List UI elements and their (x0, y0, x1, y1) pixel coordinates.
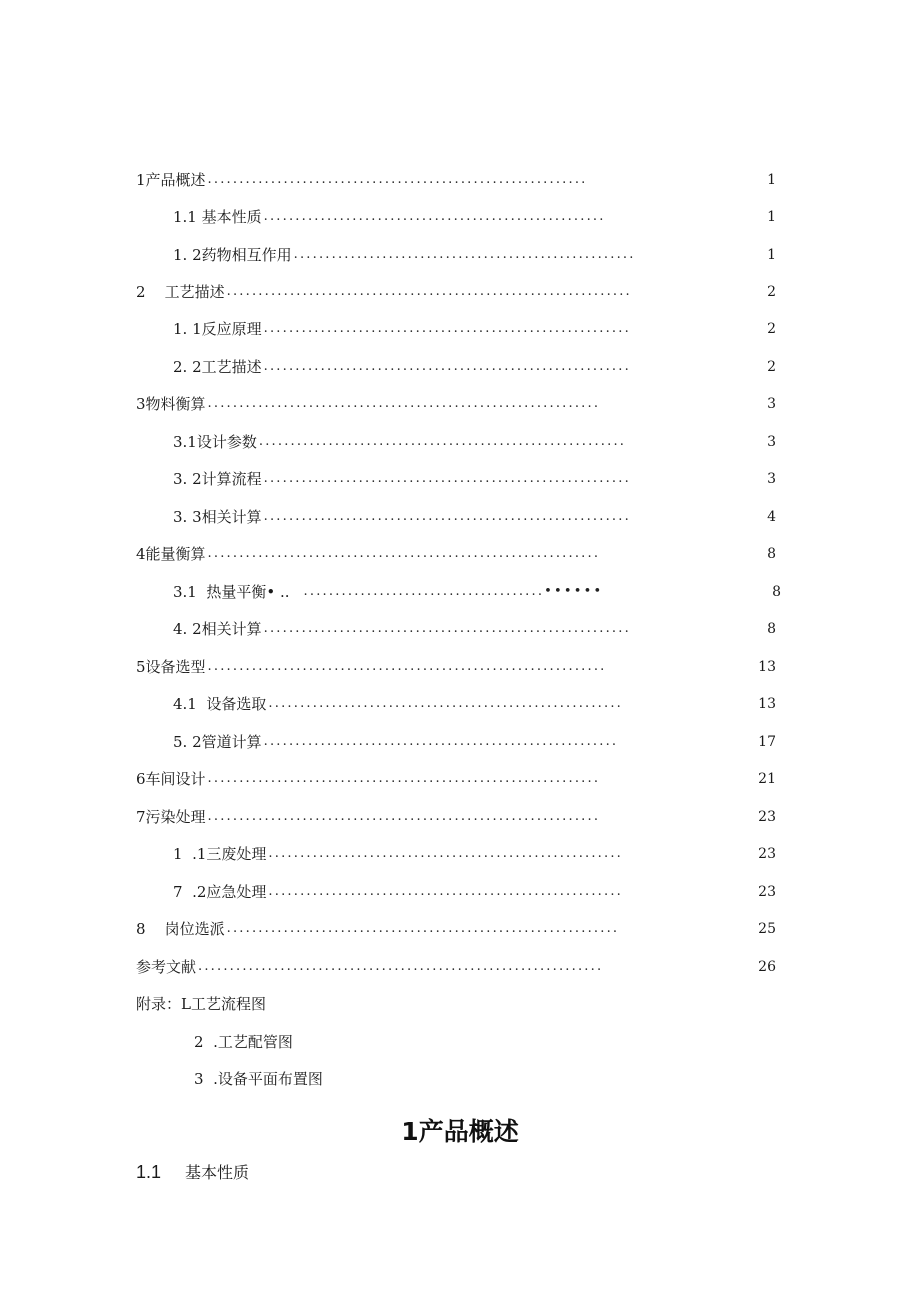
toc-entry[interactable] (136, 280, 776, 304)
toc-leader-dots: .......................................................... (258, 434, 627, 449)
toc-entry-label: 6车间设计 (136, 770, 206, 788)
toc-entry-label: 4. 2相关计算 (173, 620, 262, 638)
toc-leader-dots: ........................................................ (268, 846, 624, 861)
toc-entry[interactable] (136, 392, 776, 416)
section-heading (136, 1160, 249, 1183)
toc-entry-page: 23 (758, 884, 776, 900)
toc-entry-page: 3 (767, 434, 776, 450)
toc-entry-label: 1. 1反应原理 (173, 320, 262, 338)
appendix-line-3: 3 .设备平面布置图 (194, 1070, 323, 1088)
toc-entry[interactable] (173, 617, 776, 641)
toc-leader-dots: .......................................................... (263, 471, 631, 486)
toc-entry-page: 23 (758, 809, 776, 825)
toc-entry-page: 2 (767, 321, 776, 337)
toc-entry[interactable] (136, 805, 776, 829)
toc-leader-dots: .............................................................. (226, 921, 620, 936)
toc-entry[interactable] (173, 467, 776, 491)
toc-entry-label: 1 .1三废处理 (173, 845, 267, 863)
toc-entry[interactable] (173, 842, 776, 866)
toc-entry-page: 17 (758, 734, 776, 750)
toc-entry[interactable] (136, 917, 776, 941)
toc-leader-dots: .......................................................... (263, 509, 631, 524)
toc-entry[interactable] (136, 767, 776, 791)
toc-entry[interactable] (173, 580, 781, 604)
appendix-line-2: 2 .工艺配管图 (194, 1033, 293, 1051)
toc-entry-label: 5. 2管道计算 (173, 733, 262, 751)
toc-entry-label: 3. 3相关计算 (173, 508, 262, 526)
toc-entry[interactable] (136, 955, 776, 979)
toc-entry[interactable] (173, 430, 776, 454)
toc-entry-page: 8 (767, 621, 776, 637)
toc-entry[interactable] (173, 317, 776, 341)
toc-leader-dots: ................................................................ (226, 284, 632, 299)
toc-entry[interactable] (136, 168, 776, 192)
toc-entry-label: 参考文献 (136, 958, 197, 976)
toc-leader-dots: ........................................................ (263, 734, 619, 749)
toc-entry[interactable] (173, 205, 776, 229)
toc-leader-dots: .............................................................. (207, 771, 601, 786)
toc-entry-label: 3.1 热量平衡• .. (173, 583, 290, 601)
toc-leader-dots: .............................................................. (207, 396, 601, 411)
toc-entry-page: 8 (772, 584, 781, 600)
toc-entry-page: 1 (767, 209, 776, 225)
toc-entry[interactable] (173, 692, 776, 716)
toc-entry-page: 25 (758, 921, 776, 937)
toc-entry-label: 1. 2药物相互作用 (173, 246, 292, 264)
toc-entry[interactable] (173, 505, 776, 529)
toc-entry-label: 7污染处理 (136, 808, 206, 826)
toc-leader-dots: ...................................................... (263, 209, 606, 224)
toc-leader-dots: ......................................•••••• (303, 584, 604, 599)
toc-entry-label: 4能量衡算 (136, 545, 206, 563)
toc-entry-page: 3 (767, 396, 776, 412)
toc-leader-dots: ............................................................... (207, 659, 607, 674)
toc-entry-page: 2 (767, 284, 776, 300)
toc-entry-label: 2. 2工艺描述 (173, 358, 262, 376)
toc-entry-label: 5设备选型 (136, 658, 206, 676)
toc-entry-label: 2 工艺描述 (136, 283, 225, 301)
toc-entry-label: 3物料衡算 (136, 395, 206, 413)
toc-entry-label: 3.1设计参数 (173, 433, 257, 451)
toc-entry[interactable] (173, 730, 776, 754)
toc-entry-page: 23 (758, 846, 776, 862)
toc-entry[interactable] (136, 542, 776, 566)
toc-entry-page: 13 (758, 696, 776, 712)
toc-entry-label: 1产品概述 (136, 171, 206, 189)
toc-entry-page: 1 (767, 247, 776, 263)
toc-entry-page: 13 (758, 659, 776, 675)
toc-entry-label: 8 岗位选派 (136, 920, 225, 938)
toc-entry-label: 1.1 基本性质 (173, 208, 262, 226)
appendix-line-1: 附录：L工艺流程图 (136, 995, 266, 1013)
section-title: 基本性质 (185, 1163, 250, 1182)
toc-leader-dots: ................................................................ (198, 959, 604, 974)
toc-entry-page: 2 (767, 359, 776, 375)
toc-entry[interactable] (173, 355, 776, 379)
toc-entry-label: 3. 2计算流程 (173, 470, 262, 488)
section-number: 1.1 (136, 1162, 162, 1182)
toc-entry-label: 7 .2应急处理 (173, 883, 267, 901)
toc-entry-page: 8 (767, 546, 776, 562)
toc-leader-dots: ............................................................ (207, 172, 588, 187)
toc-entry-page: 1 (767, 172, 776, 188)
toc-leader-dots: ........................................................ (268, 696, 624, 711)
toc-leader-dots: ...................................................... (293, 247, 636, 262)
toc-entry[interactable] (173, 880, 776, 904)
toc-entry-page: 4 (767, 509, 776, 525)
toc-entry-page: 21 (758, 771, 776, 787)
toc-leader-dots: .......................................................... (263, 321, 631, 336)
toc-leader-dots: .......................................................... (263, 359, 631, 374)
toc-leader-dots: .............................................................. (207, 546, 601, 561)
toc-entry[interactable] (173, 243, 776, 267)
toc-leader-dots: .............................................................. (207, 809, 601, 824)
toc-leader-dots: .......................................................... (263, 621, 631, 636)
chapter-title: 1产品概述 (401, 1117, 519, 1146)
toc-entry-page: 3 (767, 471, 776, 487)
toc-entry-label: 4.1 设备选取 (173, 695, 267, 713)
toc-leader-dots: ........................................................ (268, 884, 624, 899)
toc-entry-page: 26 (758, 959, 776, 975)
toc-entry[interactable] (136, 655, 776, 679)
